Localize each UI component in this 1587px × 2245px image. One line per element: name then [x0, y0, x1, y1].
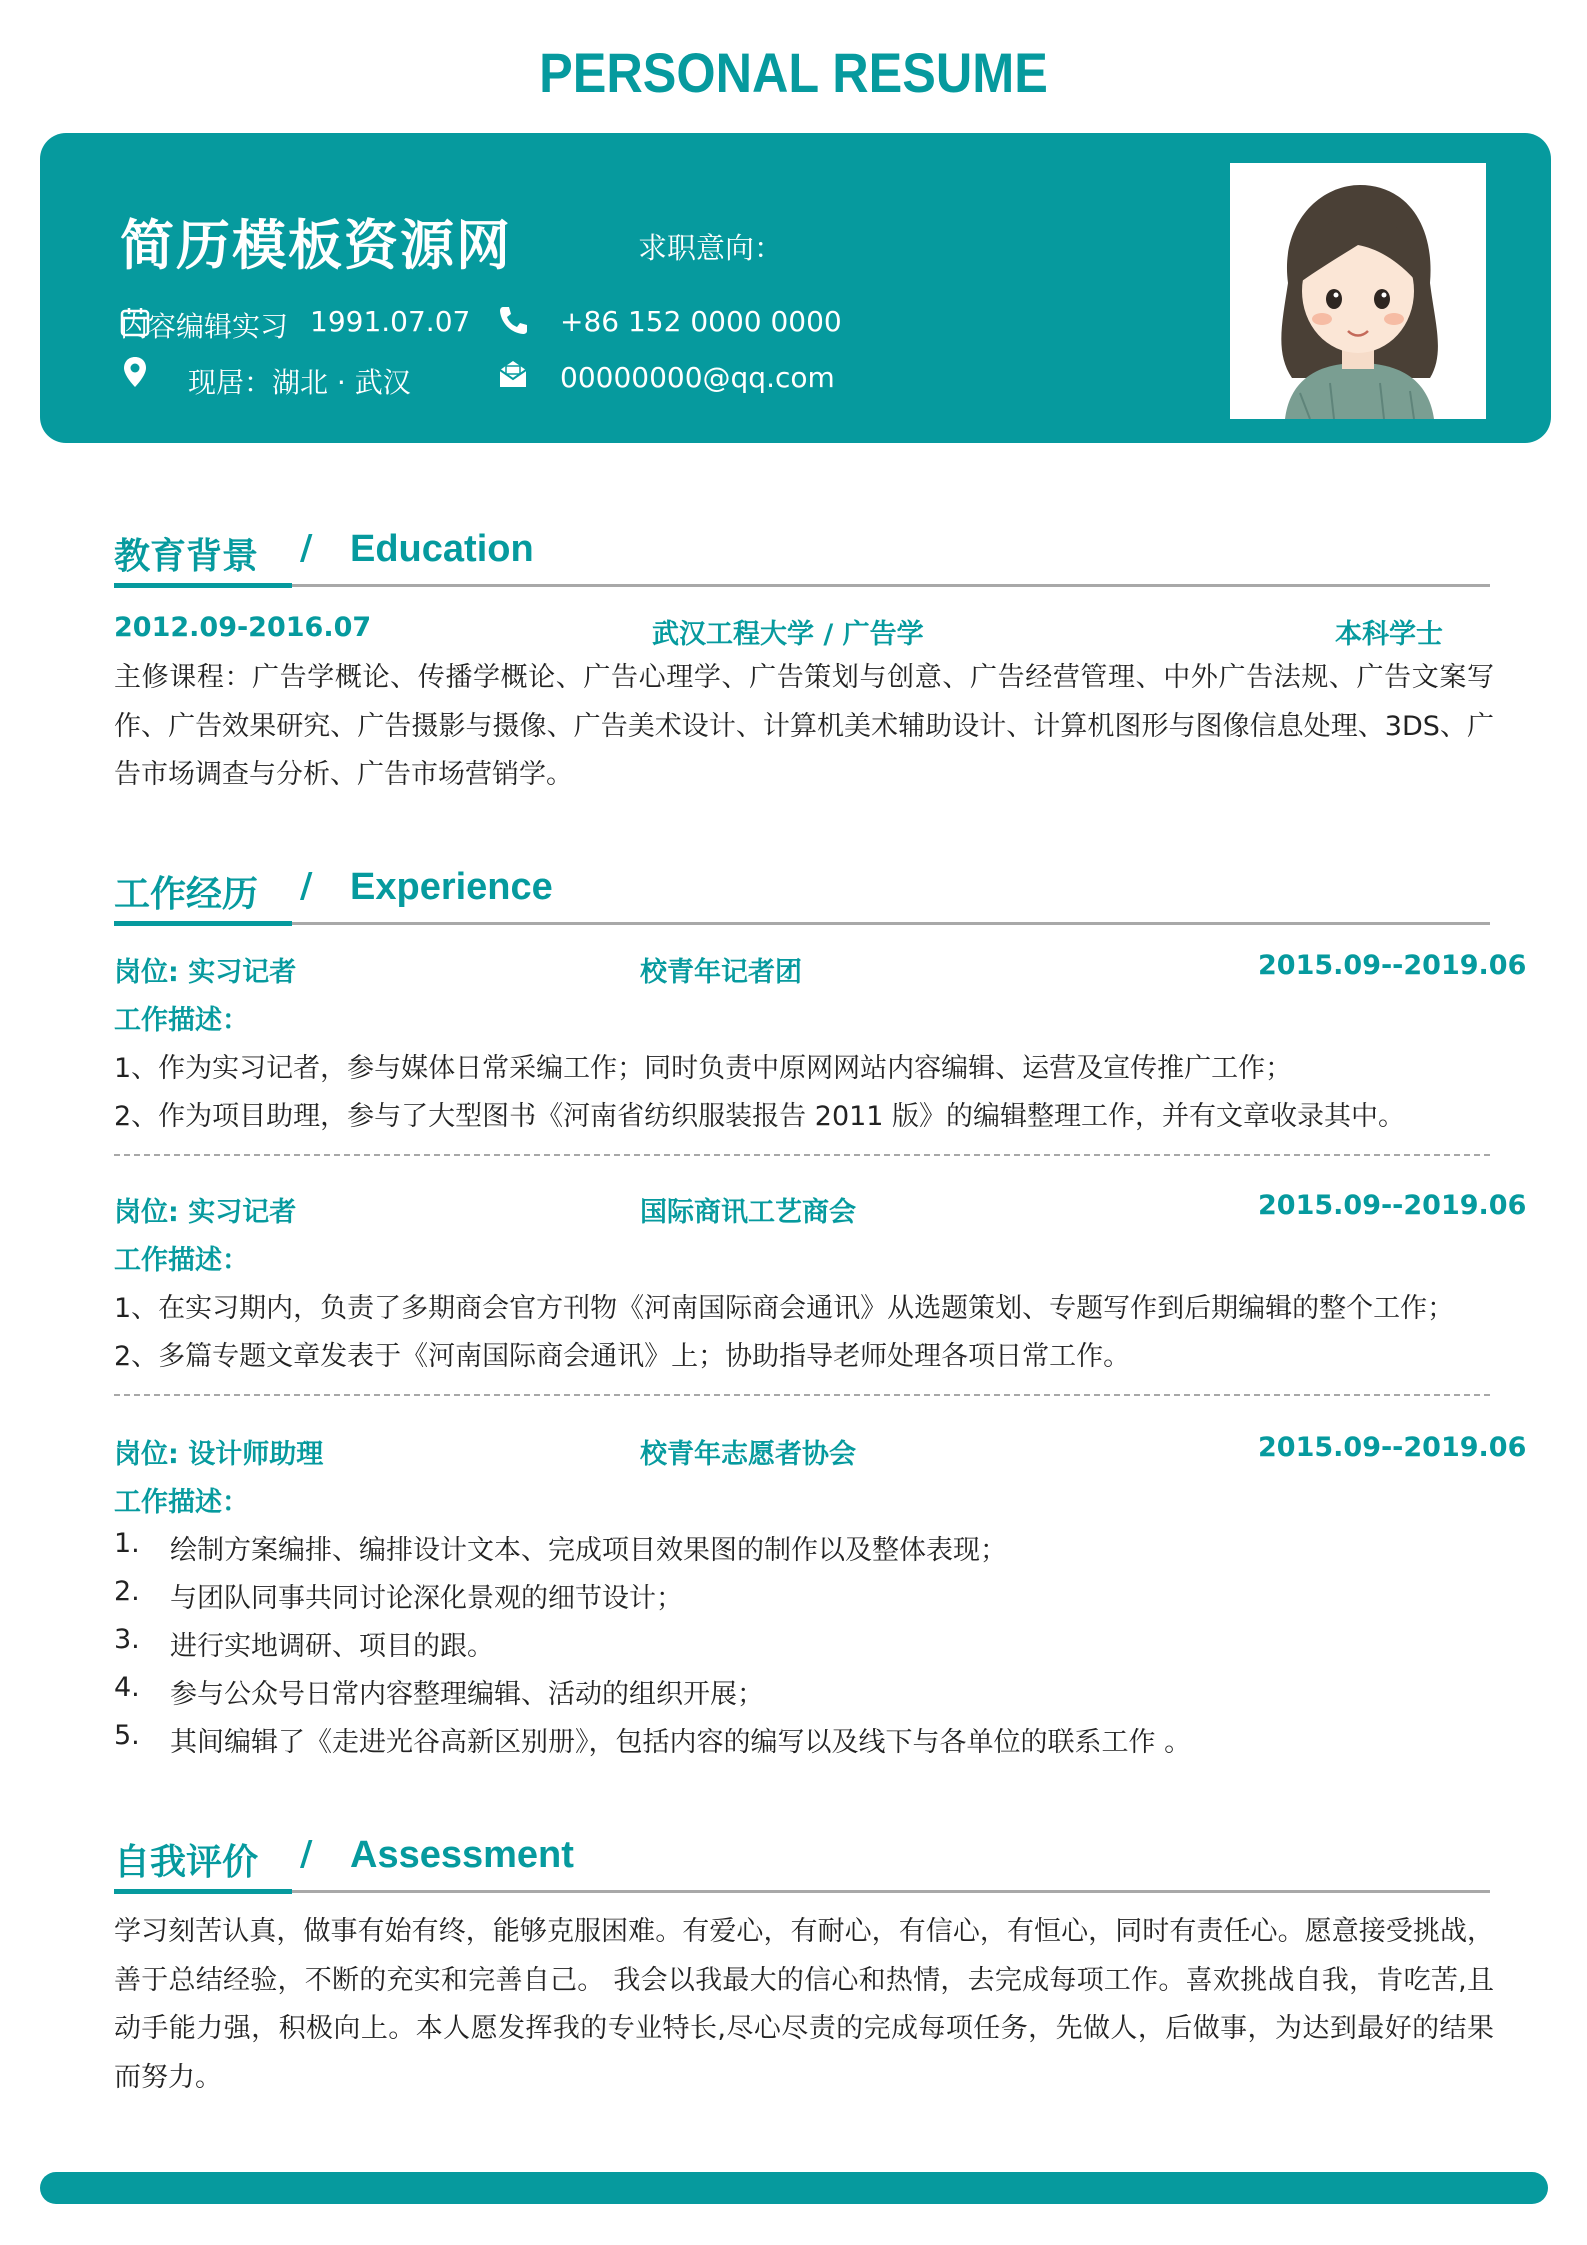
list-item-number: 1. [114, 1528, 140, 1559]
job-organization: 国际商讯工艺商会 [640, 1197, 856, 1228]
job-desc-line: 1、作为实习记者，参与媒体日常采编工作；同时负责中原网网站内容编辑、运营及宣传推广工作； [114, 1053, 1293, 1084]
job-period: 2015.09--2019.06 [1258, 1190, 1527, 1221]
avatar [1230, 163, 1486, 419]
education-degree: 本科学士 [1335, 619, 1443, 650]
education-section-heading [114, 528, 1490, 588]
experience-heading-zh: 工作经历 [114, 874, 259, 915]
education-school: 武汉工程大学 / 广告学 [652, 619, 924, 650]
header-card [40, 133, 1551, 443]
section-accent-bar [114, 921, 292, 926]
job-period: 2015.09--2019.06 [1258, 950, 1527, 981]
education-courses: 主修课程：广告学概论、传播学概论、广告心理学、广告策划与创意、广告经营管理、中外广告法规、广告文案写作、广告效果研究、广告摄影与摄像、广告美术设计、计算机美术辅助设计、计算机图形与图像信息处理、3DS、广告市场调查与分析、广告市场营销学。 [114, 662, 1494, 790]
current-location: 现居：湖北 · 武汉 [188, 366, 411, 399]
list-item: 绘制方案编排、编排设计文本、完成项目效果图的制作以及整体表现； [170, 1535, 1007, 1566]
job-desc-line: 1、在实习期内，负责了多期商会官方刊物《河南国际商会通讯》从选题策划、专题写作到后期编辑的整个工作； [114, 1293, 1455, 1324]
phone-number: +86 152 0000 0000 [560, 305, 842, 338]
experience-section-heading [114, 866, 1490, 926]
dashed-divider [114, 1394, 1490, 1396]
job-position: 岗位: 设计师助理 [114, 1439, 324, 1470]
job-period: 2015.09--2019.06 [1258, 1432, 1527, 1463]
job-desc-label: 工作描述： [114, 1487, 249, 1518]
job-position: 岗位: 实习记者 [114, 1197, 297, 1228]
assessment-text: 学习刻苦认真，做事有始有终，能够克服困难。有爱心，有耐心，有信心，有恒心，同时有责任心。愿意接受挑战，善于总结经验，不断的充实和完善自己。 我会以我最大的信心和热情，去完成每项工作。喜欢挑战自我，肯吃苦,且动手能力强，积极向上。本人愿发挥我的专业特长,尽心尽责的完成每项任务，先做人，后做事，为达到最好的结果而努力。 [114, 1916, 1494, 2093]
job-desc-line: 2、作为项目助理，参与了大型图书《河南省纺织服装报告 2011 版》的编辑整理工作，并有文章收录其中。 [114, 1101, 1406, 1132]
job-organization: 校青年志愿者协会 [640, 1439, 856, 1470]
birth-date: 1991.07.07 [310, 305, 471, 338]
education-heading-en: Education [350, 528, 534, 570]
experience-heading-en: Experience [350, 866, 553, 908]
footer-bar [40, 2172, 1548, 2204]
section-rule [114, 922, 1490, 925]
list-item: 与团队同事共同讨论深化景观的细节设计； [170, 1583, 683, 1614]
list-item: 参与公众号日常内容整理编辑、活动的组织开展； [170, 1679, 764, 1710]
candidate-name: 简历模板资源网 [120, 214, 512, 277]
assessment-section-heading [114, 1834, 1490, 1894]
job-desc-label: 工作描述： [114, 1005, 249, 1036]
list-item-number: 4. [114, 1672, 140, 1703]
email-address: 00000000@qq.com [560, 361, 835, 394]
section-rule [114, 1890, 1490, 1893]
job-organization: 校青年记者团 [640, 957, 802, 988]
job-desc-line: 2、多篇专题文章发表于《河南国际商会通讯》上；协助指导老师处理各项日常工作。 [114, 1341, 1131, 1372]
job-intent-label: 求职意向： [638, 231, 784, 265]
list-item-number: 5. [114, 1720, 140, 1751]
list-item: 进行实地调研、项目的跟。 [170, 1631, 494, 1662]
list-item-number: 3. [114, 1624, 140, 1655]
assessment-heading-en: Assessment [350, 1834, 574, 1876]
heading-slash: / [300, 1834, 313, 1874]
section-accent-bar [114, 1889, 292, 1894]
email-icon [496, 357, 530, 391]
section-accent-bar [114, 583, 292, 588]
role-text: 内容编辑实习 [120, 310, 289, 343]
list-item: 其间编辑了《走进光谷高新区别册》，包括内容的编写以及线下与各单位的联系工作 。 [170, 1727, 1192, 1758]
assessment-heading-zh: 自我评价 [114, 1842, 259, 1883]
avatar-illustration [1230, 163, 1486, 419]
dashed-divider [114, 1154, 1490, 1156]
phone-icon [496, 303, 530, 337]
location-pin-icon [118, 355, 152, 389]
education-period: 2012.09-2016.07 [114, 612, 372, 643]
heading-slash: / [300, 528, 313, 568]
list-item-number: 2. [114, 1576, 140, 1607]
page-title: PERSONAL RESUME [539, 41, 1048, 104]
job-desc-label: 工作描述： [114, 1245, 249, 1276]
job-position: 岗位: 实习记者 [114, 957, 297, 988]
education-heading-zh: 教育背景 [114, 536, 259, 577]
heading-slash: / [300, 866, 313, 906]
section-rule [114, 584, 1490, 587]
